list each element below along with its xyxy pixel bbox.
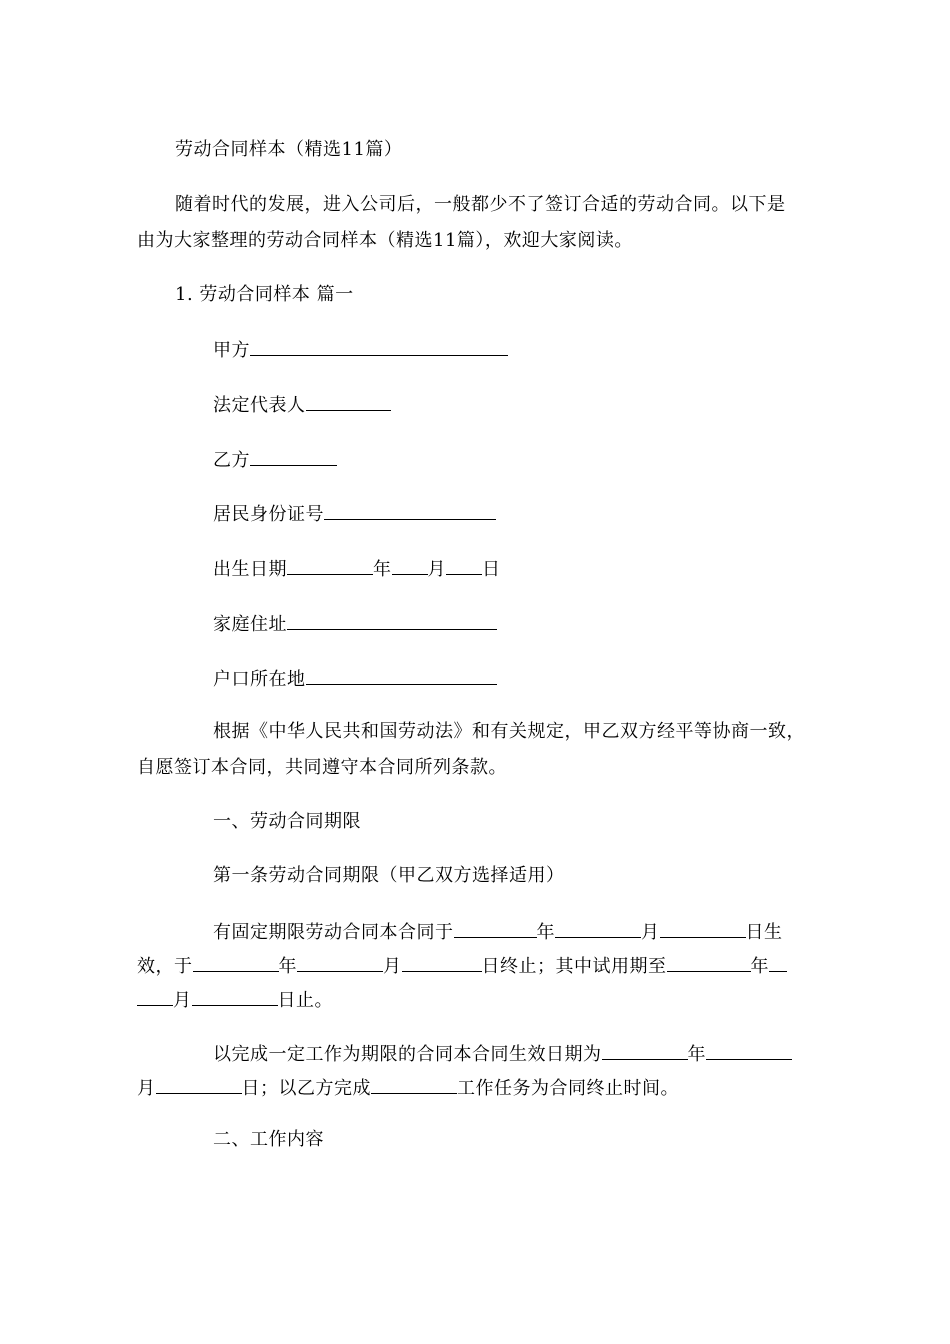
blank-line — [555, 919, 641, 938]
blank-line — [250, 447, 337, 466]
text-segment: 日止。 — [277, 990, 333, 1011]
chapter-heading-1: 一、劳动合同期限 — [213, 811, 361, 832]
blank-line — [192, 987, 278, 1006]
blank-line — [137, 987, 173, 1006]
intro-paragraph-line-1: 随着时代的发展，进入公司后，一般都少不了签订合适的劳动合同。以下是 — [175, 194, 786, 215]
field-label: 法定代表人 — [213, 395, 306, 416]
blank-line — [602, 1041, 688, 1060]
blank-line — [706, 1041, 792, 1060]
year-label: 年 — [278, 956, 297, 977]
field-label: 甲方 — [213, 340, 250, 361]
field-party-a — [213, 337, 508, 363]
blank-line — [446, 556, 482, 575]
blank-line — [454, 919, 537, 938]
text-segment: 日生 — [745, 922, 783, 943]
article-heading-1: 第一条劳动合同期限（甲乙双方选择适用） — [213, 865, 565, 886]
month-label: 月 — [137, 1078, 156, 1099]
field-legal-rep — [213, 392, 391, 418]
year-label: 年 — [373, 559, 392, 580]
field-hukou — [213, 666, 497, 692]
field-label: 出生日期 — [213, 559, 287, 580]
text-segment: 日；以乙方完成 — [241, 1078, 371, 1099]
text-segment: 以完成一定工作为期限的合同本合同生效日期为 — [213, 1044, 602, 1065]
day-label: 日 — [482, 559, 501, 580]
text-segment: 工作任务为合同终止时间。 — [457, 1078, 679, 1099]
month-label: 月 — [173, 990, 192, 1011]
blank-line — [769, 953, 787, 972]
blank-line — [250, 337, 508, 356]
blank-line — [306, 392, 391, 411]
task-term-line-1 — [213, 1041, 792, 1067]
document-title: 劳动合同样本（精选11篇） — [175, 139, 403, 160]
blank-line — [156, 1075, 242, 1094]
fixed-term-line-3 — [137, 987, 333, 1013]
month-label: 月 — [641, 922, 660, 943]
preamble-line-2: 自愿签订本合同，共同遵守本合同所列条款。 — [137, 757, 507, 778]
field-label: 户口所在地 — [213, 669, 306, 690]
blank-line — [660, 919, 746, 938]
field-label: 乙方 — [213, 450, 250, 471]
blank-line — [667, 953, 751, 972]
intro-paragraph-line-2: 由为大家整理的劳动合同样本（精选11篇），欢迎大家阅读。 — [137, 230, 633, 251]
section-heading-1: 1. 劳动合同样本 篇一 — [175, 284, 354, 305]
blank-line — [324, 501, 496, 520]
field-label: 家庭住址 — [213, 614, 287, 635]
year-label: 年 — [536, 922, 555, 943]
year-label: 年 — [750, 956, 769, 977]
blank-line — [402, 953, 482, 972]
text-segment: 日终止；其中试用期至 — [481, 956, 667, 977]
preamble-line-1: 根据《中华人民共和国劳动法》和有关规定，甲乙双方经平等协商一致， — [213, 721, 805, 742]
month-label: 月 — [383, 956, 402, 977]
task-term-line-2 — [137, 1075, 679, 1101]
blank-line — [392, 556, 428, 575]
year-label: 年 — [687, 1044, 706, 1065]
blank-line — [371, 1075, 457, 1094]
field-birth-date — [213, 556, 501, 582]
field-label: 居民身份证号 — [213, 504, 324, 525]
field-home-address — [213, 611, 497, 637]
text-segment: 有固定期限劳动合同本合同于 — [213, 922, 454, 943]
blank-line — [193, 953, 279, 972]
fixed-term-line-1 — [213, 919, 783, 945]
blank-line — [297, 953, 383, 972]
field-id-number — [213, 501, 496, 527]
month-label: 月 — [427, 559, 446, 580]
blank-line — [306, 666, 497, 685]
blank-line — [287, 611, 497, 630]
field-party-b — [213, 447, 337, 473]
chapter-heading-2: 二、工作内容 — [213, 1129, 324, 1150]
blank-line — [287, 556, 373, 575]
fixed-term-line-2 — [137, 953, 787, 979]
text-segment: 效，于 — [137, 956, 193, 977]
